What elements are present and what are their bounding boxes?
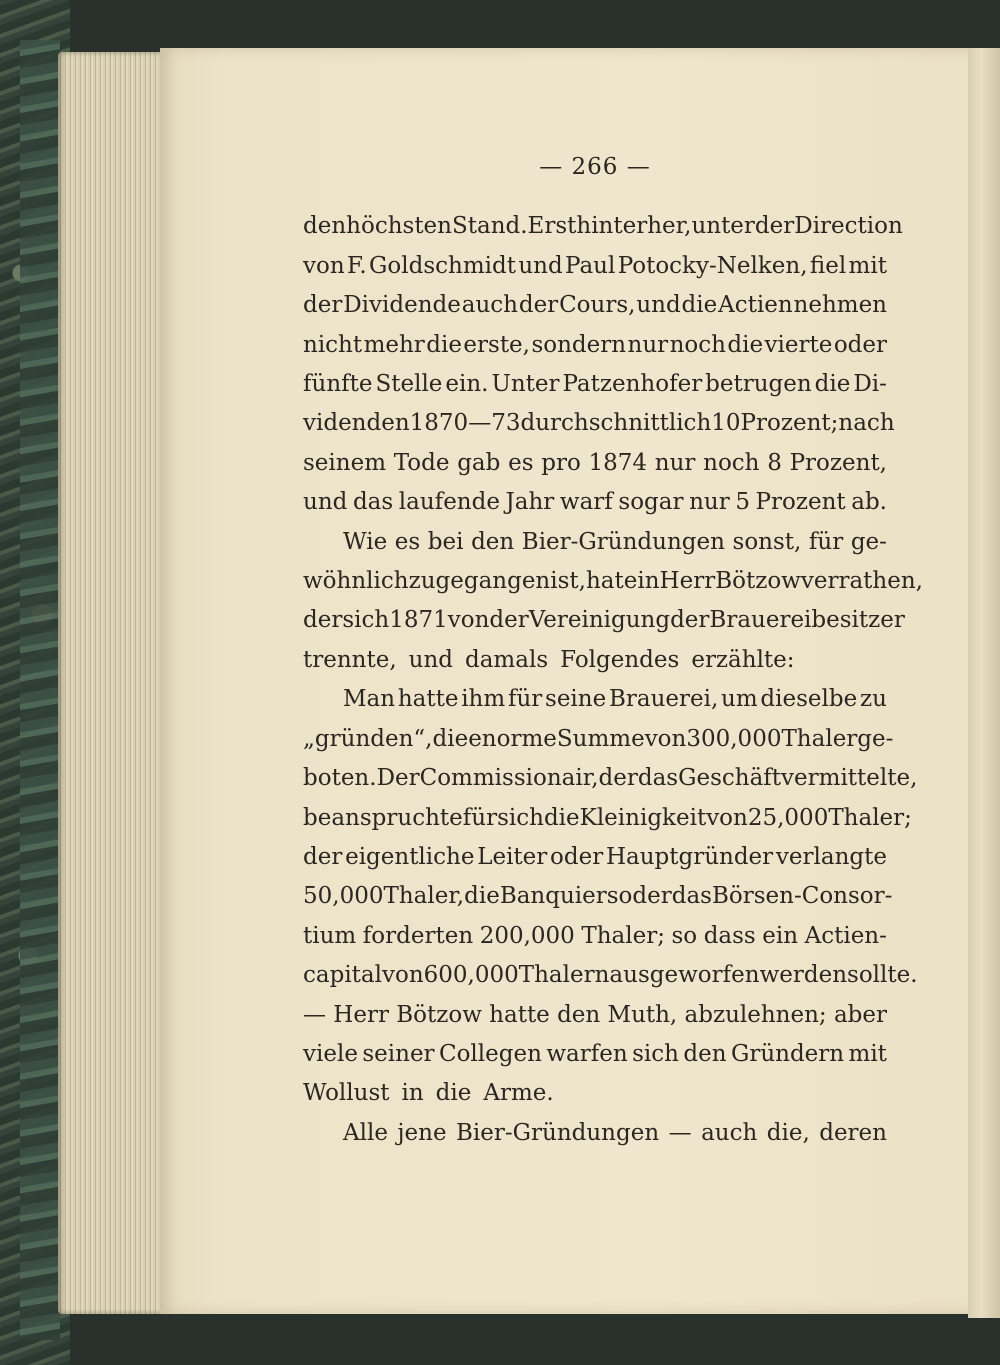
word: capital: [303, 962, 382, 989]
word: noch: [669, 331, 726, 358]
word: und: [636, 292, 681, 319]
word: für: [507, 686, 543, 713]
word: Bier-Gründungen: [456, 1119, 660, 1146]
word: Folgendes: [560, 646, 680, 673]
word: erste,: [463, 331, 530, 358]
word: 5: [735, 489, 750, 516]
text-line: [303, 1114, 887, 1153]
word: Thaler,: [383, 883, 465, 910]
word: gab: [457, 449, 501, 476]
word: fiel: [809, 252, 847, 279]
text-line: [303, 523, 887, 562]
word: sonst,: [732, 528, 802, 555]
word: die: [543, 804, 580, 831]
word: der: [670, 607, 710, 634]
word: Unter: [491, 371, 560, 398]
word: hatte: [397, 686, 459, 713]
word: enorme: [468, 725, 557, 752]
word: nur: [654, 449, 696, 476]
word: Actien: [718, 292, 793, 319]
word: Jahr: [505, 489, 555, 516]
word: abzulehnen;: [684, 1001, 827, 1028]
word: Hauptgründer: [605, 843, 774, 870]
word: Prozent;: [740, 410, 839, 437]
word: für: [808, 528, 844, 555]
word: den: [557, 1001, 601, 1028]
word: von: [303, 252, 345, 279]
word: nach: [838, 410, 895, 437]
word: „gründen“,: [303, 725, 433, 752]
word: Bötzow: [715, 568, 801, 595]
word: der: [303, 607, 343, 634]
word: laufende: [398, 489, 500, 516]
word: ihm: [461, 686, 506, 713]
word: Kleinigkeit: [579, 804, 707, 831]
word: die: [727, 331, 764, 358]
word: Di-: [853, 371, 887, 398]
word: beanspruchte: [303, 804, 463, 831]
word: ein: [623, 568, 660, 595]
word: so: [671, 922, 698, 949]
word: Patzenhofer: [562, 371, 703, 398]
word: 200,000: [479, 922, 575, 949]
word: die: [432, 725, 469, 752]
word: durchschnittlich: [520, 410, 712, 437]
word: verlangte: [775, 843, 887, 870]
word: die,: [766, 1119, 810, 1146]
word: 25,000: [747, 804, 829, 831]
word: vierte: [764, 331, 833, 358]
word: forderten: [362, 922, 474, 949]
word: ge-: [850, 528, 887, 555]
text-line: [303, 247, 887, 286]
text-line: [303, 996, 887, 1035]
word: Bier-Gründungen: [521, 528, 725, 555]
word: hatte: [489, 1001, 550, 1028]
word: Summe: [556, 725, 645, 752]
word: Man: [343, 686, 396, 713]
word: es: [394, 528, 421, 555]
word: der: [489, 607, 529, 634]
word: ab.: [851, 489, 887, 516]
word: ausgeworfen: [609, 962, 760, 989]
word: von: [706, 804, 748, 831]
word: Erst: [527, 213, 577, 240]
text-line: [303, 444, 887, 483]
text-line: [303, 326, 887, 365]
word: oder: [618, 883, 672, 910]
word: Alle: [343, 1119, 388, 1146]
word: Thaler;: [828, 804, 912, 831]
word: den: [683, 1040, 727, 1067]
word: die: [426, 331, 462, 358]
word: und: [303, 489, 348, 516]
word: Vereinigung: [528, 607, 671, 634]
word: ein.: [445, 371, 489, 398]
word: viele: [303, 1040, 358, 1067]
word: Bötzow: [396, 1001, 482, 1028]
word: Stelle: [375, 371, 443, 398]
word: erzählte:: [691, 646, 795, 673]
word: Actien-: [804, 922, 887, 949]
text-line: [303, 207, 903, 246]
word: mit: [848, 252, 887, 279]
word: der: [303, 843, 343, 870]
word: unter: [691, 213, 755, 240]
word: der: [598, 765, 638, 792]
word: boten.: [303, 765, 377, 792]
word: der: [518, 292, 559, 319]
text-line: [303, 720, 894, 759]
word: sondern: [531, 331, 627, 358]
page-text: [303, 148, 923, 1153]
word: Arme.: [483, 1080, 554, 1107]
word: das: [352, 489, 394, 516]
word: um: [721, 686, 758, 713]
text-line: [303, 483, 887, 522]
word: Brauerei,: [608, 686, 719, 713]
word: Potocky-Nelken,: [617, 252, 808, 279]
word: nehmen: [793, 292, 887, 319]
word: sich: [632, 1040, 679, 1067]
word: sogar: [618, 489, 684, 516]
word: Thaler: [781, 725, 858, 752]
word: 600,000: [423, 962, 519, 989]
text-line: [303, 838, 887, 877]
word: Thaler;: [581, 922, 665, 949]
word: deren: [819, 1119, 887, 1146]
word: Börsen-Consor-: [711, 883, 893, 910]
word: Cours,: [559, 292, 636, 319]
text-line: [303, 1074, 887, 1113]
word: Wollust: [303, 1080, 390, 1107]
word: die: [814, 371, 851, 398]
word: seine: [545, 686, 607, 713]
word: warfen: [546, 1040, 628, 1067]
word: Tode: [393, 449, 450, 476]
word: auch: [701, 1119, 758, 1146]
word: Muth,: [607, 1001, 678, 1028]
text-line: [303, 680, 887, 719]
word: nur: [627, 331, 669, 358]
text-line: [303, 365, 887, 404]
word: trennte,: [303, 646, 397, 673]
word: 1871: [389, 607, 448, 634]
word: warf: [559, 489, 613, 516]
word: vermittelte,: [781, 765, 918, 792]
text-line: [303, 641, 887, 680]
word: 1874: [588, 449, 648, 476]
word: eigentliche: [345, 843, 475, 870]
word: fünfte: [303, 371, 373, 398]
word: hat: [585, 568, 624, 595]
word: aber: [833, 1001, 887, 1028]
word: —: [303, 1001, 326, 1028]
word: damals: [465, 646, 549, 673]
word: mit: [848, 1040, 887, 1067]
word: Prozent: [755, 489, 846, 516]
word: Collegen: [438, 1040, 542, 1067]
word: Wie: [343, 528, 388, 555]
word: die: [681, 292, 718, 319]
word: das: [671, 883, 712, 910]
word: dass: [703, 922, 756, 949]
word: das: [637, 765, 679, 792]
word: 1870—73: [409, 410, 521, 437]
word: 50,000: [303, 883, 384, 910]
text-line: [303, 601, 905, 640]
word: und: [518, 252, 563, 279]
text-line: [303, 286, 887, 325]
word: Thalern: [518, 962, 610, 989]
word: Direction: [794, 213, 903, 240]
word: hinterher,: [576, 213, 692, 240]
word: der: [754, 213, 795, 240]
word: ein: [762, 922, 799, 949]
word: höchsten: [346, 213, 452, 240]
word: bei: [427, 528, 464, 555]
word: dieselbe: [760, 686, 858, 713]
word: sich: [497, 804, 544, 831]
word: von: [644, 725, 687, 752]
word: Paul: [565, 252, 616, 279]
word: mehr: [363, 331, 425, 358]
word: Herr: [659, 568, 716, 595]
word: ge-: [857, 725, 894, 752]
word: sich: [342, 607, 390, 634]
word: nur: [689, 489, 730, 516]
word: ist,: [550, 568, 586, 595]
word: Gründern: [730, 1040, 845, 1067]
word: verrathen,: [800, 568, 923, 595]
text-line: [303, 917, 887, 956]
word: nicht: [303, 331, 363, 358]
word: wöhnlich: [303, 568, 409, 595]
word: Commissionair,: [419, 765, 599, 792]
word: 300,000: [686, 725, 782, 752]
text-line: [303, 759, 918, 798]
word: und: [408, 646, 453, 673]
word: Goldschmidt: [369, 252, 516, 279]
text-line: [303, 799, 912, 838]
word: 8: [767, 449, 782, 476]
word: 10: [711, 410, 741, 437]
word: tium: [303, 922, 357, 949]
text-line: [303, 1035, 887, 1074]
word: oder: [833, 331, 887, 358]
word: von: [381, 962, 424, 989]
page-number: — 266 —: [539, 154, 651, 180]
word: oder: [550, 843, 604, 870]
word: werden: [759, 962, 848, 989]
word: seiner: [362, 1040, 435, 1067]
word: Dividende: [343, 292, 461, 319]
page-stack-edges: [58, 52, 168, 1314]
text-line: [303, 404, 895, 443]
word: zu: [859, 686, 887, 713]
word: Geschäft: [678, 765, 782, 792]
text-line: [303, 562, 923, 601]
word: in: [401, 1080, 424, 1107]
text-lines: [303, 207, 923, 1153]
word: für: [462, 804, 498, 831]
word: —: [668, 1119, 692, 1146]
word: es: [508, 449, 534, 476]
word: Stand.: [451, 213, 528, 240]
word: Herr: [333, 1001, 389, 1028]
word: zugegangen: [408, 568, 551, 595]
word: sollte.: [847, 962, 918, 989]
right-page-edge: [968, 48, 1000, 1318]
word: die: [435, 1080, 472, 1107]
text-line: [303, 877, 893, 916]
word: pro: [541, 449, 581, 476]
word: F.: [347, 252, 367, 279]
word: den: [471, 528, 515, 555]
word: die: [464, 883, 500, 910]
word: auch: [461, 292, 518, 319]
word: videnden: [303, 410, 410, 437]
word: noch: [703, 449, 760, 476]
word: seinem: [303, 449, 387, 476]
text-line: [303, 956, 918, 995]
word: Prozent,: [789, 449, 887, 476]
word: der: [303, 292, 343, 319]
word: betrugen: [705, 371, 812, 398]
word: den: [303, 213, 347, 240]
word: Brauereibesitzer: [709, 607, 905, 634]
word: Banquiers: [499, 883, 619, 910]
book-spine: [20, 40, 60, 1340]
word: Der: [376, 765, 420, 792]
word: Leiter: [477, 843, 548, 870]
word: jene: [397, 1119, 447, 1146]
word: von: [447, 607, 490, 634]
